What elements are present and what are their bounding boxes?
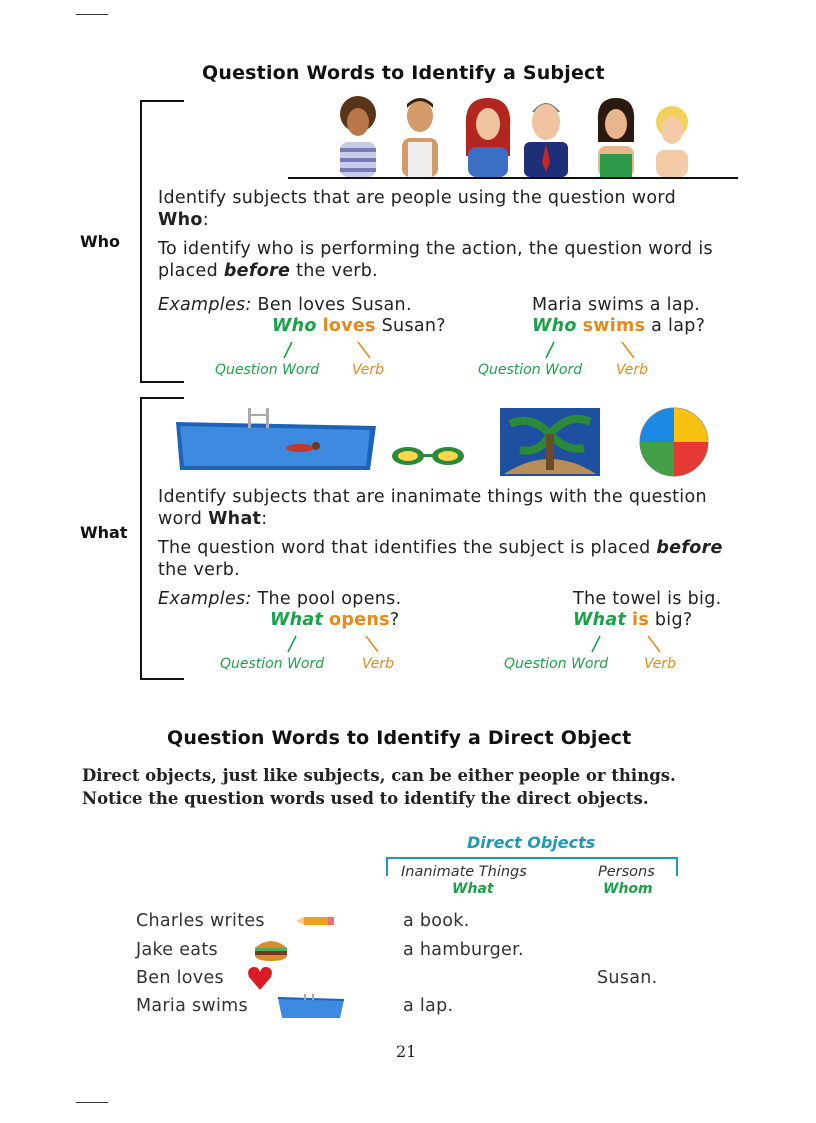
what-label-verb-2: Verb bbox=[644, 656, 677, 672]
things-illustration bbox=[170, 404, 730, 484]
who-intro-word: Who bbox=[158, 210, 203, 230]
goggles-icon bbox=[392, 447, 464, 465]
what-side-label: What bbox=[80, 523, 128, 542]
what-intro-word: What bbox=[208, 509, 262, 529]
table-row-subject: Maria swims bbox=[136, 996, 248, 1016]
question-rest: big? bbox=[649, 610, 693, 630]
who-side-label: Who bbox=[80, 232, 121, 251]
what-intro-colon: : bbox=[261, 509, 268, 529]
who-label-verb-2: Verb bbox=[616, 362, 649, 378]
who-example-1-sentence: Ben loves Susan. bbox=[257, 295, 412, 315]
question-word: Who bbox=[272, 316, 317, 336]
pool-icon bbox=[276, 994, 346, 1020]
table-row-thing: a book. bbox=[403, 911, 470, 931]
who-rule bbox=[158, 238, 738, 282]
page-number: 21 bbox=[396, 1042, 417, 1061]
beach-ball-icon bbox=[640, 408, 708, 476]
person-icon bbox=[466, 98, 510, 177]
pencil-icon bbox=[294, 914, 336, 928]
who-rule-end: the verb. bbox=[290, 261, 379, 281]
who-intro-text: Identify subjects that are people using the question word bbox=[158, 188, 676, 208]
what-example-2-sentence: The towel is big. bbox=[573, 589, 722, 609]
person-icon bbox=[524, 103, 568, 177]
verb: swims bbox=[582, 316, 646, 336]
what-example-1 bbox=[158, 589, 401, 609]
table-row-thing: a lap. bbox=[403, 996, 454, 1016]
what-rule-end: the verb. bbox=[158, 560, 240, 580]
col-persons-word: Whom bbox=[603, 881, 653, 897]
question-word: What bbox=[573, 610, 627, 630]
table-row-subject: Jake eats bbox=[136, 940, 218, 960]
who-rule-emphasis: before bbox=[223, 261, 291, 281]
who-label-question-word-1: Question Word bbox=[215, 362, 320, 378]
what-label-verb-1: Verb bbox=[362, 656, 395, 672]
who-rule-text: To identify who is performing the action, the question word is placed bbox=[158, 239, 713, 281]
who-example-2-question bbox=[532, 316, 705, 336]
object-section-title: Question Words to Identify a Direct Object bbox=[167, 727, 632, 749]
who-label-question-word-2: Question Word bbox=[478, 362, 583, 378]
table-row-subject: Charles writes bbox=[136, 911, 265, 931]
crop-mark-top bbox=[76, 14, 108, 15]
question-word: What bbox=[270, 610, 324, 630]
beach-towel-icon bbox=[500, 408, 600, 476]
table-row-subject: Ben loves bbox=[136, 968, 224, 988]
what-intro bbox=[158, 486, 728, 530]
verb: opens bbox=[329, 610, 390, 630]
what-rule-text: The question word that identifies the subject is placed bbox=[158, 538, 657, 558]
question-word: Who bbox=[532, 316, 577, 336]
who-label-verb-1: Verb bbox=[352, 362, 385, 378]
object-intro-paragraph: Direct objects, just like subjects, can be either people or things. Notice the question words used to identify the direct objects. bbox=[82, 766, 676, 808]
who-example-1-question bbox=[272, 316, 446, 336]
question-rest: Susan? bbox=[375, 316, 446, 336]
table-row-person: Susan. bbox=[597, 968, 658, 988]
what-rule-emphasis: before bbox=[656, 538, 723, 558]
what-pointer-lines bbox=[270, 632, 670, 656]
person-icon bbox=[656, 106, 688, 177]
heart-icon bbox=[246, 964, 274, 992]
what-examples-label: Examples: bbox=[158, 589, 252, 609]
subject-section-title: Question Words to Identify a Subject bbox=[202, 62, 605, 84]
verb: is bbox=[632, 610, 650, 630]
verb: loves bbox=[322, 316, 376, 336]
crop-mark-bottom bbox=[76, 1102, 108, 1103]
who-pointer-lines bbox=[270, 338, 650, 362]
what-rule bbox=[158, 537, 738, 581]
person-icon bbox=[340, 96, 376, 177]
pool-icon bbox=[176, 408, 376, 470]
person-icon bbox=[598, 98, 634, 177]
people-illustration bbox=[288, 92, 738, 180]
who-example-1 bbox=[158, 295, 412, 315]
who-examples-label: Examples: bbox=[158, 295, 252, 315]
what-example-2-question bbox=[573, 610, 692, 630]
col-persons-label: Persons bbox=[598, 864, 655, 880]
who-intro-colon: : bbox=[202, 210, 209, 230]
col-inanimate-word: What bbox=[452, 881, 494, 897]
what-intro-text: Identify subjects that are inanimate things with the question word bbox=[158, 487, 707, 529]
question-rest: ? bbox=[389, 610, 400, 630]
what-example-1-sentence: The pool opens. bbox=[257, 589, 402, 609]
col-inanimate-label: Inanimate Things bbox=[401, 864, 527, 880]
what-label-question-word-2: Question Word bbox=[504, 656, 609, 672]
who-intro bbox=[158, 187, 728, 231]
direct-objects-header: Direct Objects bbox=[467, 833, 596, 852]
who-example-2-sentence: Maria swims a lap. bbox=[532, 295, 701, 315]
question-rest: a lap? bbox=[645, 316, 706, 336]
hamburger-icon bbox=[252, 936, 290, 962]
table-row-thing: a hamburger. bbox=[403, 940, 524, 960]
what-label-question-word-1: Question Word bbox=[220, 656, 325, 672]
what-example-1-question bbox=[270, 610, 399, 630]
person-icon bbox=[402, 98, 438, 177]
